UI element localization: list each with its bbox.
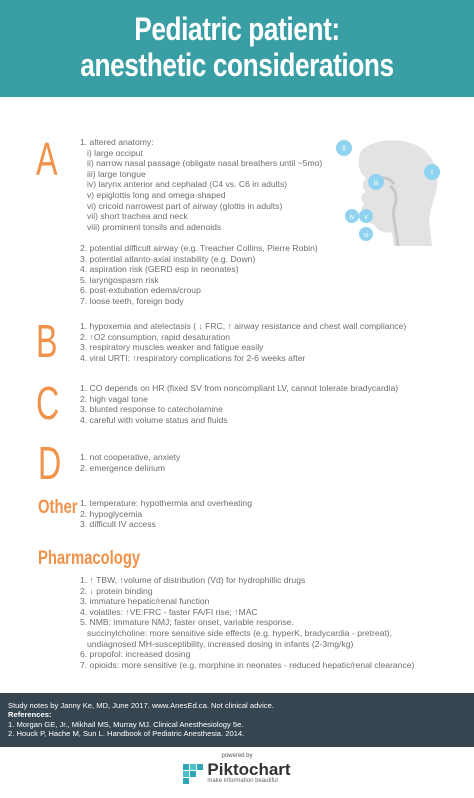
piktochart-logo-icon (183, 764, 203, 784)
section-title-other: Other (38, 497, 78, 518)
list-item: 6. propofol: increased dosing (80, 649, 191, 660)
list-item: iv) larynx anterior and cephalad (C4 vs. C6 in adults) (87, 179, 288, 190)
list-item: 4. careful with volume status and fluids (80, 414, 228, 425)
airway-risks-list (80, 243, 318, 307)
marker-label-vi: vi (363, 232, 369, 239)
list-item: ii) narrow nasal passage (obligate nasal breathers until ~5mo) (87, 158, 323, 169)
page-title-line-2: anesthetic considerations (80, 47, 394, 83)
list-item: 3. respiratory muscles weaker and fatigue easily (80, 342, 264, 353)
references-footer (0, 693, 474, 747)
list-item: v) epiglottis long and omega-shaped (87, 189, 226, 200)
list-item: 3. difficult IV access (80, 519, 156, 530)
list-item: 1. CO depends on HR (fixed SV from noncompliant LV, cannot tolerate bradycardia) (80, 383, 399, 393)
study-notes-credit: Study notes by Janny Ke, MD, June 2017. www.AnesEd.ca. Not clinical advice. (8, 701, 274, 710)
list-item: undiagnosed MH-susceptibility, increased dosing in infants (2-3mg/kg) (87, 638, 354, 649)
title-banner (0, 0, 474, 97)
list-item: 1. hypoxemia and atelectasis ( ↓ FRC, ↑ airway resistance and chest wall compliance) (80, 321, 407, 331)
list-item: iii) large tongue (87, 168, 146, 179)
list-item: 2. potential difficult airway (e.g. Treacher Collins, Pierre Robin) (80, 243, 318, 253)
disability-list (80, 452, 180, 473)
list-item: 3. potential atlanto-axial instability (e.g. Down) (80, 253, 256, 264)
list-item: succinylcholine: more sensitive side effects (e.g. hyperK, bradycardia - pretreat), (87, 627, 393, 638)
list-item: 7. opioids: more sensitive (e.g. morphine in neonates - reduced hepatic/renal clearance) (80, 659, 415, 670)
reference-item: 1. Morgan GE, Jr., Mikhail MS, Murray MJ. Clinical Anesthesiology 5e. (8, 719, 244, 729)
section-letter-b: B (36, 315, 58, 367)
list-item: 3. blunted response to catecholamine (80, 404, 223, 415)
marker-label-i: i (431, 168, 433, 177)
list-item: 1. not cooperative, anxiety (80, 452, 181, 462)
list-item: viii) prominent tonsils and adenoids (87, 221, 222, 232)
pharmacology-list (80, 575, 414, 670)
piktochart-branding[interactable] (0, 747, 474, 798)
list-item: 2. ↑O2 consumption, rapid desaturation (80, 331, 231, 342)
list-item: 7. loose teeth, foreign body (80, 295, 184, 306)
reference-item: 2. Houck P, Hache M, Sun L. Handbook of Pediatric Anesthesia. 2014. (8, 729, 245, 739)
page-title-line-1: Pediatric patient: (134, 11, 340, 47)
list-item: 4. aspiration risk (GERD esp in neonates) (80, 264, 239, 275)
section-letter-a: A (36, 133, 58, 185)
list-item: 3. immature hepatic/renal function (80, 596, 210, 607)
list-item: i) large occiput (87, 147, 143, 158)
list-item: 2. high vagal tone (80, 393, 148, 404)
airway-anatomy-list (80, 137, 322, 232)
section-title-pharmacology: Pharmacology (38, 548, 141, 569)
pediatric-airway-diagram (332, 136, 450, 246)
list-item: vi) cricoid narrowest part of airway (glottis in adults) (87, 200, 283, 211)
circulation-list (80, 383, 398, 425)
marker-label-v: v (364, 214, 368, 221)
list-item: 5. NMB: immature NMJ; faster onset, variable response. (80, 617, 294, 628)
list-item: vii) short trachea and neck (87, 211, 188, 222)
marker-label-iii: iii (373, 180, 379, 187)
section-letter-d: D (38, 437, 62, 489)
piktochart-name: Piktochart (207, 760, 291, 779)
list-item: 1. temperature: hypothermia and overheating (80, 498, 252, 508)
section-letter-c: C (36, 377, 60, 429)
marker-label-ii: ii (342, 144, 346, 153)
list-item: 4. viral URTI: ↑respiratory complications for 2-6 weeks after (80, 352, 306, 363)
list-item: 2. hypoglycemia (80, 508, 143, 519)
list-item: 5. laryngospasm risk (80, 274, 159, 285)
list-item: 4. volatiles: ↑VE:FRC - faster FA/FI rise; ↑MAC (80, 606, 258, 617)
list-item: 2. emergence delirium (80, 462, 166, 473)
list-item: 1. ↑ TBW, ↑volume of distribution (Vd) for hydrophillic drugs (80, 575, 306, 585)
marker-label-iv: iv (349, 214, 355, 221)
breathing-list (80, 321, 406, 363)
references-heading: References: (8, 710, 52, 720)
list-item: 1. altered anatomy: (80, 137, 154, 147)
other-list (80, 498, 252, 530)
piktochart-tagline: make information beautiful (207, 778, 278, 784)
list-item: 6. post-extubation edema/croup (80, 285, 201, 296)
list-item: 2. ↓ protein binding (80, 585, 153, 596)
powered-by-label: powered by (221, 753, 253, 759)
